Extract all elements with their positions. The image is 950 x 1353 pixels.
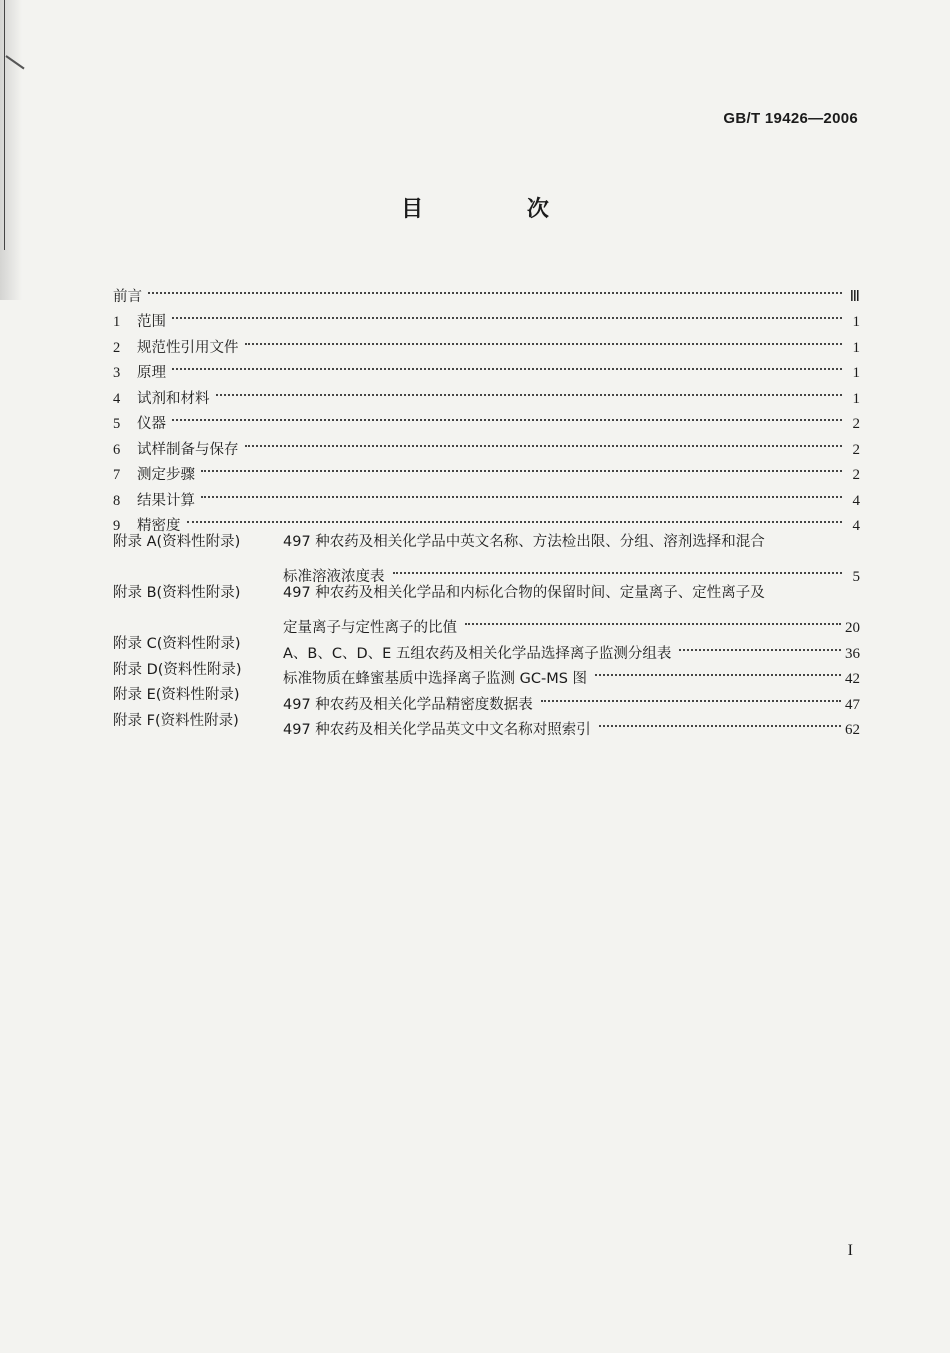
toc-entry-page: Ⅲ [849,288,860,305]
toc-entry-page: 4 [852,518,860,534]
toc-entry-label: 结果计算 [137,492,195,509]
annex-text: 497 种农药及相关化学品精密度数据表 [283,696,533,713]
annex-page: 36 [845,645,860,662]
toc-entry-number: 6 [113,441,121,458]
dot-leader [679,632,841,658]
dot-leader [187,505,843,531]
annex-line [283,607,860,636]
toc-entry-1[interactable] [113,301,860,330]
toc-entry-number: 9 [113,518,121,534]
annex-line [283,632,860,662]
dot-leader [599,709,841,735]
annex-label: 附录 E(资料性附录) [113,687,240,703]
toc-annex-a[interactable] [113,530,860,585]
toc-entry-6[interactable] [113,428,860,458]
toc-entry-label: 范围 [137,314,166,330]
toc-annex-c[interactable] [113,632,860,662]
annex-label: 附录 B(资料性附录) [113,585,241,601]
annex-text: 标准物质在蜂蜜基质中选择离子监测 GC-MS 图 [283,671,588,687]
dot-leader [393,556,843,582]
dot-leader [216,377,843,403]
toc-entry-label: 前言 [113,288,142,305]
toc-entry-number: 3 [113,365,121,381]
annex-label: 附录 C(资料性附录) [113,636,241,652]
toc-entry-foreword[interactable] [113,275,860,305]
toc-entry-page: 2 [852,416,860,432]
dot-leader [245,428,843,454]
annex-text: 497 种农药及相关化学品和内标化合物的保留时间、定量离子、定性离子及 [283,585,765,601]
annex-line [283,581,860,607]
toc-annex-e[interactable] [113,683,860,713]
annex-body [283,581,860,636]
table-of-contents [113,275,860,738]
toc-annex-f[interactable] [113,709,860,738]
dot-leader [201,454,842,480]
dot-leader [148,275,842,301]
toc-entry-page: 2 [852,467,860,483]
toc-entry-page: 4 [852,492,860,509]
document-number: GB/T 19426—2006 [723,110,858,127]
toc-entry-number: 2 [113,339,121,356]
toc-entry-label: 原理 [137,365,166,381]
dot-leader [245,326,843,352]
toc-entry-page: 1 [852,314,860,330]
toc-entry-number: 5 [113,416,121,432]
dot-leader [172,301,842,327]
annex-label: 附录 A(资料性附录) [113,534,241,550]
toc-entry-label: 试剂和材料 [137,390,210,407]
annex-line [283,709,860,738]
toc-entry-label: 规范性引用文件 [137,339,239,356]
annex-page: 47 [845,696,860,713]
annex-body [283,658,860,687]
toc-entry-4[interactable] [113,377,860,407]
toc-entry-7[interactable] [113,454,860,483]
annex-text: A、B、C、D、E 五组农药及相关化学品选择离子监测分组表 [283,645,672,662]
toc-entry-label: 仪器 [137,416,166,432]
dot-leader [172,403,842,429]
toc-entry-number: 8 [113,492,121,509]
page-number: I [847,1242,853,1259]
dot-leader [172,352,842,378]
toc-entry-label: 试样制备与保存 [137,441,239,458]
annex-body [283,632,860,662]
toc-entry-page: 1 [852,339,860,356]
toc-entry-number: 1 [113,314,121,330]
annex-text: 标准溶液浓度表 [283,569,385,585]
annex-line [283,530,860,556]
toc-entry-page: 1 [852,365,860,381]
annex-label: 附录 F(资料性附录) [113,712,239,729]
dot-leader [595,658,841,684]
annex-body [283,709,860,738]
annex-body [283,530,860,585]
annex-text: 497 种农药及相关化学品英文中文名称对照索引 [283,722,591,738]
toc-entry-2[interactable] [113,326,860,356]
toc-entry-number: 7 [113,467,121,483]
annex-line [283,658,860,687]
toc-entry-label: 精密度 [137,518,181,534]
dot-leader [465,607,841,633]
annex-label: 附录 D(资料性附录) [113,661,242,678]
annex-line [283,683,860,713]
annex-text: 497 种农药及相关化学品中英文名称、方法检出限、分组、溶剂选择和混合 [283,534,765,550]
toc-entry-label: 测定步骤 [137,467,195,483]
toc-entry-8[interactable] [113,479,860,509]
toc-annex-d[interactable] [113,658,860,687]
annex-body [283,683,860,713]
annex-page: 20 [845,620,860,636]
toc-entry-5[interactable] [113,403,860,432]
page-title: 目 次 [401,197,597,222]
annex-line [283,556,860,585]
toc-entry-page: 1 [852,390,860,407]
toc-entry-number: 4 [113,390,121,407]
toc-entry-9[interactable] [113,505,860,534]
dot-leader [201,479,842,505]
annex-page: 42 [845,671,860,687]
toc-annex-b[interactable] [113,581,860,636]
toc-entry-page: 2 [852,441,860,458]
annex-page: 62 [845,722,860,738]
dot-leader [541,683,841,709]
toc-entry-3[interactable] [113,352,860,381]
annex-page: 5 [852,569,860,585]
annex-text: 定量离子与定性离子的比值 [283,620,457,636]
